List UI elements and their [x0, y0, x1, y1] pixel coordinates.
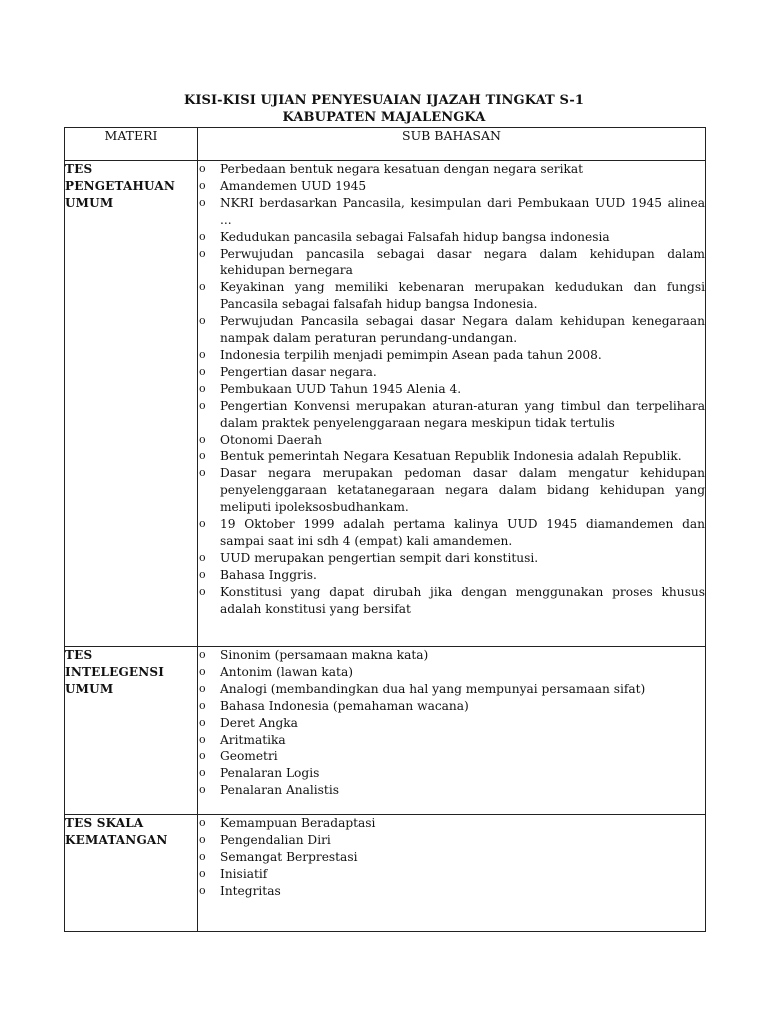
section-name-line: TES — [65, 648, 93, 662]
bullet-icon: o — [199, 715, 206, 729]
section-name — [65, 815, 198, 932]
list-item — [198, 647, 705, 664]
bullet-icon: o — [199, 246, 206, 260]
section-name — [65, 647, 198, 815]
list-item — [198, 732, 705, 749]
title-line-1: KISI-KISI UJIAN PENYESUAIAN IJAZAH TINGKAT S-1 — [183, 93, 585, 108]
bullet-icon: o — [199, 162, 206, 175]
list-item — [198, 664, 705, 681]
bullet-icon: o — [199, 280, 206, 294]
bullet-icon: o — [199, 832, 206, 846]
bullet-icon: o — [199, 664, 206, 678]
list-item-text: Pembukaan UUD Tahun 1945 Alenia 4. — [220, 381, 462, 396]
list-item-text: Bahasa Indonesia (pemahaman wacana) — [220, 698, 469, 713]
list-item — [198, 364, 705, 381]
section-name-line: PENGETAHUAN — [65, 179, 176, 193]
list-item — [198, 381, 705, 398]
list-item-text: Perwujudan Pancasila sebagai dasar Negara dalam kehidupan kenegaraan nampak dalam peraturan perundang-undangan. — [220, 314, 705, 346]
list-item-text: Geometri — [220, 749, 278, 764]
list-item-text: Pengertian Konvensi merupakan aturan-aturan yang timbul dan terpelihara dalam praktek penyelenggaraan negara meskipun tidak tertulis — [220, 398, 705, 430]
section-name-line: KEMATANGAN — [65, 833, 168, 847]
list-item-text: Perbedaan bentuk negara kesatuan dengan negara serikat — [220, 162, 584, 176]
section-name — [65, 161, 198, 647]
list-item-text: Penalaran Analistis — [220, 783, 339, 798]
bullet-icon: o — [199, 432, 206, 446]
list-item — [198, 313, 705, 347]
list-item — [198, 178, 705, 195]
list-item-text: Antonim (lawan kata) — [220, 664, 353, 679]
list-item — [198, 782, 705, 799]
list-item — [198, 765, 705, 782]
list-item — [198, 195, 705, 229]
list-item-text: 19 Oktober 1999 adalah pertama kalinya UUD 1945 diamandemen dan sampai saat ini sdh 4 (empat) kali amandemen. — [220, 517, 705, 548]
section-row-pengetahuan-umum — [65, 161, 706, 647]
list-item-text: Dasar negara merupakan pedoman dasar dalam mengatur kehidupan penyelenggaraan ketatanegaraan negara dalam bidang kehidupan yang meliputi ipoleksosbudhankam. — [220, 466, 705, 515]
list-item — [198, 866, 705, 883]
list-item-text: Analogi (membandingkan dua hal yang mempunyai persamaan sifat) — [220, 681, 646, 696]
bullet-icon: o — [199, 347, 206, 361]
list-item-text: Perwujudan pancasila sebagai dasar negara dalam kehidupan dalam kehidupan bernegara — [220, 246, 705, 278]
list-item — [198, 849, 705, 866]
section-name-line: TES — [65, 162, 93, 176]
list-item — [198, 883, 705, 900]
list-item — [198, 347, 705, 364]
list-item — [198, 748, 705, 765]
bullet-icon: o — [199, 567, 206, 581]
bullet-icon: o — [199, 517, 206, 531]
list-item — [198, 698, 705, 715]
list-item-text: Kedudukan pancasila sebagai Falsafah hidup bangsa indonesia — [220, 229, 610, 244]
bullet-icon: o — [199, 381, 206, 395]
list-item-text: Inisiatif — [220, 866, 268, 881]
list-item-text: Kemampuan Beradaptasi — [220, 816, 376, 830]
bullet-icon: o — [199, 648, 206, 661]
list-item-text: Konstitusi yang dapat dirubah jika dengan menggunakan proses khusus adalah konstitusi yang bersifat — [220, 584, 705, 616]
list-item — [198, 681, 705, 698]
list-item — [198, 516, 705, 550]
bullet-icon: o — [199, 314, 206, 328]
header-sub-bahasan: SUB BAHASAN — [198, 128, 706, 161]
list-item — [198, 161, 705, 178]
section-row-intelegensi-umum — [65, 647, 706, 815]
bullet-icon: o — [199, 681, 206, 695]
section-name-line: INTELEGENSI — [65, 665, 165, 679]
section-items — [198, 647, 706, 815]
list-item-text: UUD merupakan pengertian sempit dari konstitusi. — [220, 550, 539, 565]
section-name-line: TES SKALA — [65, 816, 144, 830]
bullet-icon: o — [199, 466, 206, 480]
list-item-text: Otonomi Daerah — [220, 432, 322, 447]
section-items — [198, 161, 706, 647]
list-item — [198, 279, 705, 313]
title-line-2: KABUPATEN MAJALENGKA — [282, 110, 486, 125]
list-item-text: Deret Angka — [220, 715, 298, 730]
bullet-icon: o — [199, 449, 206, 463]
list-item-text: Penalaran Logis — [220, 766, 320, 781]
bullet-icon: o — [199, 584, 206, 598]
item-list — [198, 161, 705, 617]
list-item-text: Indonesia terpilih menjadi pemimpin Asean pada tahun 2008. — [220, 347, 602, 362]
bullet-icon: o — [199, 849, 206, 863]
bullet-icon: o — [199, 178, 206, 192]
list-item — [198, 550, 705, 567]
kisi-kisi-table — [64, 127, 706, 932]
bullet-icon: o — [199, 398, 206, 412]
list-item — [198, 815, 705, 832]
list-item — [198, 432, 705, 449]
bullet-icon: o — [199, 766, 206, 780]
list-item-text: Integritas — [220, 883, 281, 898]
section-row-skala-kematangan — [65, 815, 706, 932]
list-item-text: Bentuk pemerintah Negara Kesatuan Republik Indonesia adalah Republik. — [220, 449, 682, 464]
bullet-icon: o — [199, 229, 206, 243]
bullet-icon: o — [199, 749, 206, 763]
header-materi: MATERI — [65, 128, 198, 161]
list-item — [198, 448, 705, 465]
list-item — [198, 715, 705, 732]
list-item-text: NKRI berdasarkan Pancasila, kesimpulan dari Pembukaan UUD 1945 alinea ... — [220, 195, 705, 227]
bullet-icon: o — [199, 883, 206, 897]
bullet-icon: o — [199, 195, 206, 209]
section-name-line: UMUM — [65, 682, 114, 696]
list-item-text: Semangat Berprestasi — [220, 849, 358, 864]
list-item-text: Keyakinan yang memiliki kebenaran merupakan kedudukan dan fungsi Pancasila sebagai falsafah hidup bangsa Indonesia. — [220, 280, 705, 312]
document-title — [0, 92, 768, 126]
list-item — [198, 567, 705, 584]
bullet-icon: o — [199, 364, 206, 378]
list-item — [198, 465, 705, 516]
list-item — [198, 229, 705, 246]
bullet-icon: o — [199, 816, 206, 829]
list-item-text: Amandemen UUD 1945 — [220, 178, 367, 193]
list-item — [198, 246, 705, 280]
list-item — [198, 398, 705, 432]
item-list — [198, 815, 705, 900]
item-list — [198, 647, 705, 799]
list-item-text: Pengertian dasar negara. — [220, 364, 377, 379]
bullet-icon: o — [199, 783, 206, 797]
list-item-text: Aritmatika — [220, 732, 286, 747]
bullet-icon: o — [199, 866, 206, 880]
section-name-line: UMUM — [65, 196, 114, 210]
list-item-text: Pengendalian Diri — [220, 832, 331, 847]
list-item — [198, 584, 705, 618]
section-items — [198, 815, 706, 932]
header-row — [65, 128, 706, 161]
bullet-icon: o — [199, 732, 206, 746]
list-item-text: Bahasa Inggris. — [220, 567, 317, 582]
bullet-icon: o — [199, 550, 206, 564]
list-item-text: Sinonim (persamaan makna kata) — [220, 648, 429, 662]
bullet-icon: o — [199, 698, 206, 712]
list-item — [198, 832, 705, 849]
